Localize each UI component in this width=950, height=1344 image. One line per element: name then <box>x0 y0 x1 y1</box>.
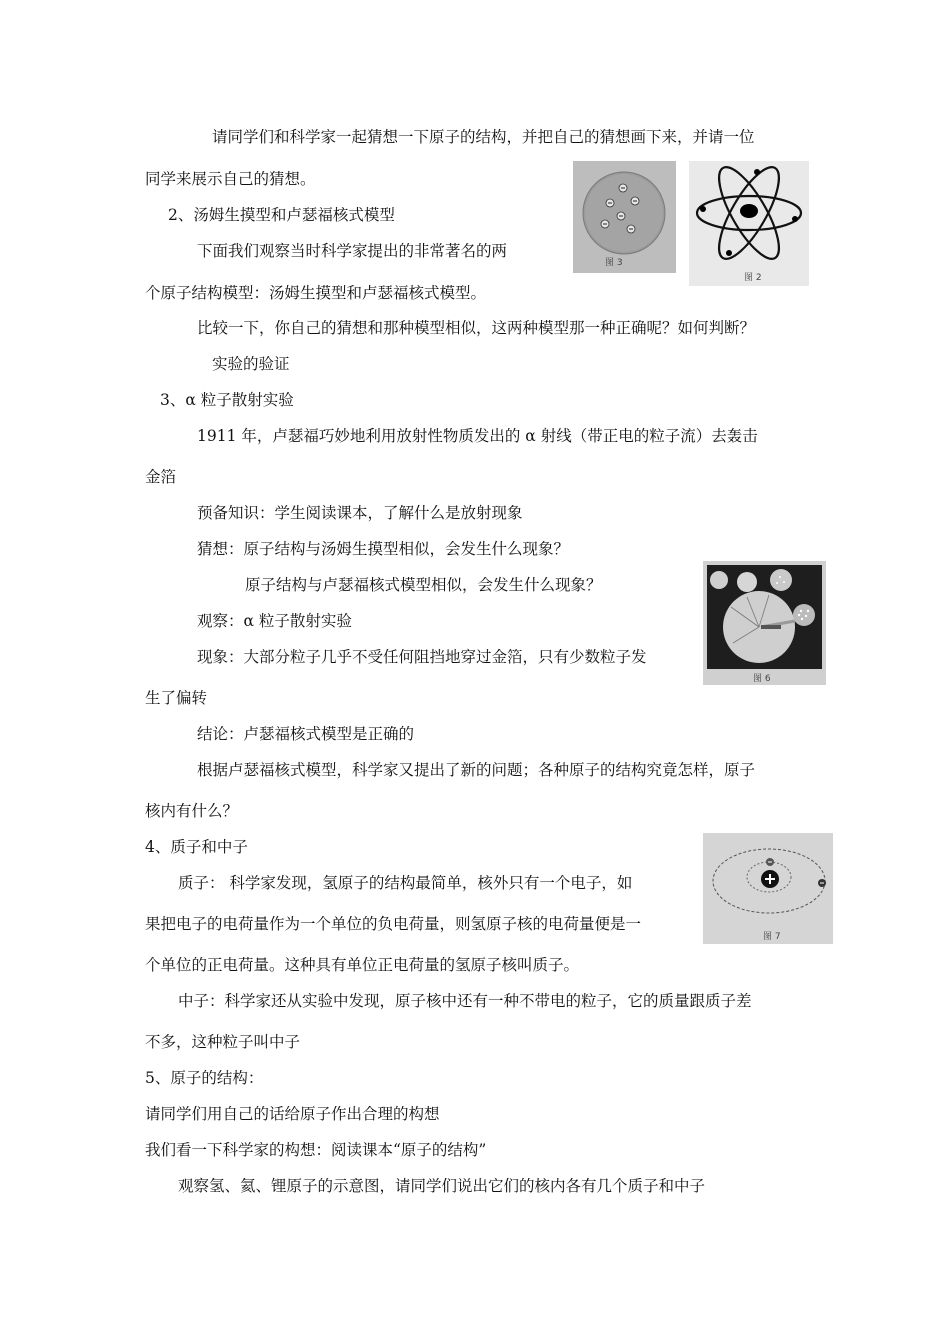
figure-caption: 图 2 <box>744 273 762 283</box>
text-line: 个单位的正电荷量。这种具有单位正电荷量的氢原子核叫质子。 <box>145 956 580 974</box>
text-line: 质子： 科学家发现，氢原子的结构最简单，核外只有一个电子，如 <box>178 874 633 892</box>
text-line: 观察氢、氦、锂原子的示意图，请同学们说出它们的核内各有几个质子和中子 <box>178 1177 706 1195</box>
figure-caption: 图 7 <box>763 932 781 942</box>
text-line: 生了偏转 <box>145 689 208 707</box>
section-heading: 4、质子和中子 <box>145 838 248 856</box>
text-line: 不多，这种粒子叫中子 <box>145 1033 301 1051</box>
section-heading: 2、汤姆生摸型和卢瑟福核式模型 <box>168 206 395 224</box>
text-line: 实验的验证 <box>212 355 290 373</box>
text-line: 果把电子的电荷量作为一个单位的负电荷量，则氢原子核的电荷量便是一 <box>145 915 642 933</box>
text-line: 核内有什么？ <box>145 802 239 820</box>
alpha-scattering-figure <box>703 561 826 685</box>
text-line: 我们看一下科学家的构想：阅读课本“原子的结构” <box>145 1141 487 1159</box>
text-line: 现象：大部分粒子几乎不受任何阻挡地穿过金箔，只有少数粒子发 <box>197 648 647 666</box>
text-line: 结论：卢瑟福核式模型是正确的 <box>197 725 415 743</box>
figure-caption: 图 3 <box>605 258 623 268</box>
rutherford-model-figure <box>689 161 809 286</box>
text-line: 1911 年，卢瑟福巧妙地利用放射性物质发出的 α 射线（带正电的粒子流）去轰击 <box>197 427 758 445</box>
thomson-model-figure <box>573 161 676 273</box>
text-line: 个原子结构模型：汤姆生摸型和卢瑟福核式模型。 <box>145 284 487 302</box>
text-line: 金箔 <box>145 468 177 486</box>
section-heading: 5、原子的结构： <box>145 1069 264 1087</box>
text-line: 同学来展示自己的猜想。 <box>145 170 316 188</box>
text-line: 下面我们观察当时科学家提出的非常著名的两 <box>197 242 508 260</box>
section-heading: 3、α 粒子散射实验 <box>160 391 294 409</box>
text-line: 请同学们用自己的话给原子作出合理的构想 <box>145 1105 440 1123</box>
figure-caption: 图 6 <box>753 674 771 684</box>
text-line: 比较一下，你自己的猜想和那种模型相似，这两种模型那一种正确呢？如何判断？ <box>197 319 756 337</box>
text-line: 请同学们和科学家一起猜想一下原子的结构，并把自己的猜想画下来，并请一位 <box>212 128 755 146</box>
text-line: 猜想：原子结构与汤姆生摸型相似，会发生什么现象？ <box>197 540 570 558</box>
text-line: 原子结构与卢瑟福核式模型相似，会发生什么现象？ <box>245 576 602 594</box>
text-line: 观察：α 粒子散射实验 <box>197 612 352 630</box>
text-line: 根据卢瑟福核式模型，科学家又提出了新的问题；各种原子的结构究竟怎样，原子 <box>197 761 756 779</box>
hydrogen-atom-figure <box>703 833 833 944</box>
text-line: 预备知识：学生阅读课本，了解什么是放射现象 <box>197 504 523 522</box>
text-line: 中子：科学家还从实验中发现，原子核中还有一种不带电的粒子，它的质量跟质子差 <box>178 992 752 1010</box>
